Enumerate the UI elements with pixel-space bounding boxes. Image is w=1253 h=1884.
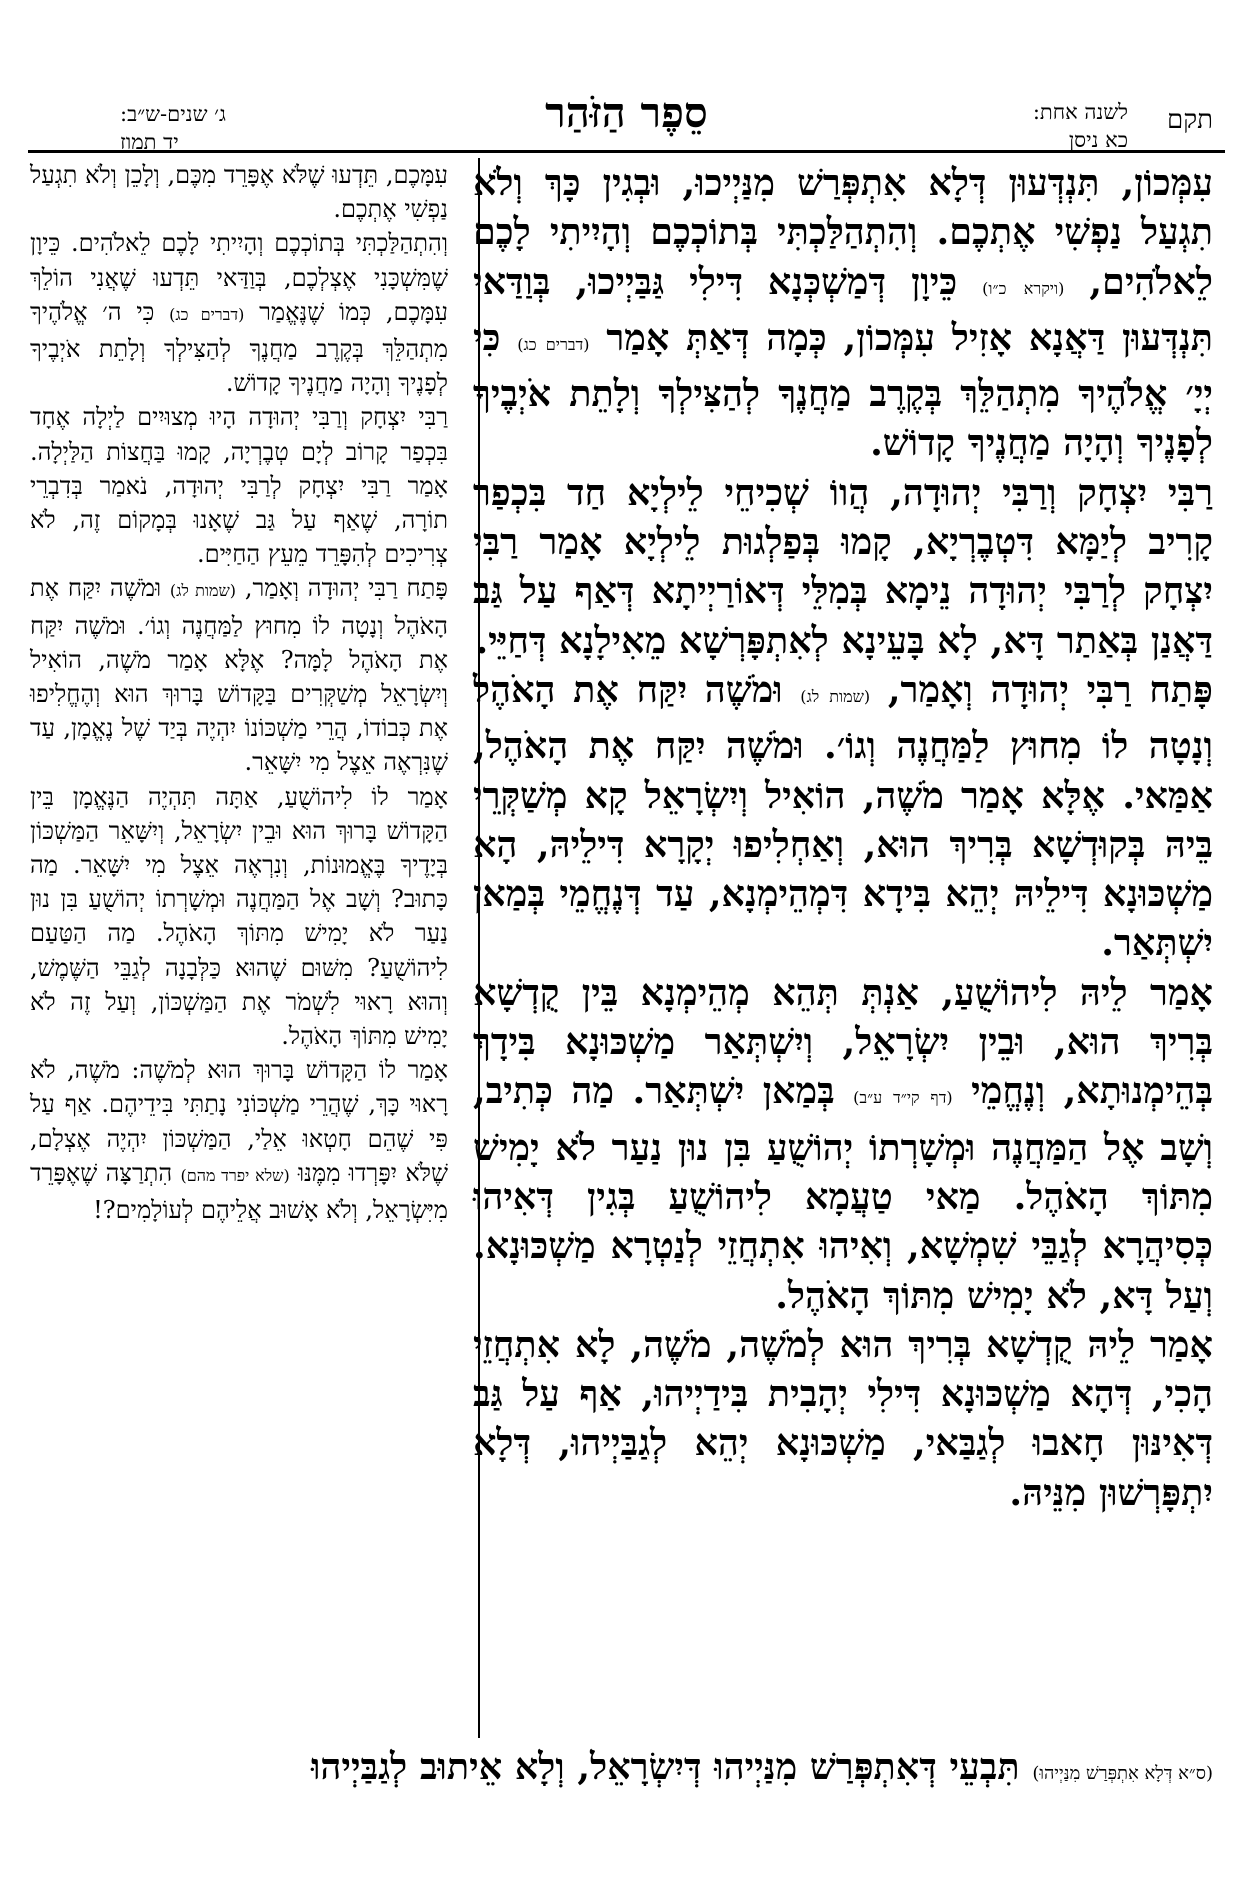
translation-column xyxy=(30,158,448,1738)
verse-reference: (שמות לג) xyxy=(169,581,237,601)
daily-study-left-label: ג׳ שנים-ש״ב: xyxy=(120,102,226,126)
variant-note: (שלא יפרד מהם) xyxy=(180,1165,290,1185)
daily-study-right-date: כא ניסן xyxy=(1068,128,1128,152)
page-header xyxy=(0,0,1253,154)
side-text: פָּתַח רַבִּי יְהוּדָה וְאָמַר, xyxy=(244,574,448,603)
main-paragraph: רַבִּי יִצְחָק וְרַבִּי יְהוּדָה, הֲווֹ שְׁכִיחֵי לֵילְיָא חַד בִּכְפַר קָרִיב לְיַמָּא דִּטְבֶרְיָא, קָמוּ בְּפַלְגוּת לֵילְיָא אָמַר רַבִּי יִצְחָק לְרַבִּי יְהוּדָה נֵימָא בְּמִלֵּי דְּאוֹרַיְיתָא דְּאַף עַל גַּב דַּאֲנַן בְּאַתַר דָּא, לָא בָּעֵינָא לְאִתְפָּרְשָׁא מֵאִילָנָא דְּחַיֵּי. xyxy=(473,470,1213,662)
main-paragraph xyxy=(473,968,1213,1320)
main-text: בְּמַאן יִשְׁתְּאַר. מַה כְּתִיב, וְשָׁב אֶל הַמַּחֲנֶה וּמְשָׁרְתוֹ יְהוֹשֻׁעַ בִּן נוּן נַעַר לֹא יָמִישׁ מִתּוֹךְ הָאֹהֶל. מַאי טַעֲמָא לִיהוֹשֻׁעַ בְּגִין דְּאִיהוּ כְּסִיהֲרָא לְגַבֵּי שִׁמְשָׁא, וְאִיהוּ אִתְחֲזֵי לְנַטְרָא מַשְׁכּוּנָא. וְעַל דָּא, לֹא יָמִישׁ מִתּוֹךְ הָאֹהֶל. xyxy=(473,1069,1213,1317)
daily-study-left-date: יד תמוז xyxy=(120,130,179,154)
variant-note: (ס״א דְּלָא אִתְפְּרַשׁ מִנַּיְיהוּ) xyxy=(1032,1763,1213,1784)
main-text: כִּי יְיָ׳ אֱלֹהֶיךָ מִתְהַלֵּךְ בְּקֶרֶב מַחֲנֶךָ לְהַצִּילְךָ וְלָתֵת אֹיְבֶיךָ לְפָנֶיךָ וְהָיָה מַחֲנֶיךָ קָדוֹשׁ. xyxy=(473,315,1213,465)
main-text: אָמַר לֵיהּ לִיהוֹשֻׁעַ, אַנְתְּ תְּהֵא מְהֵימְנָא בֵּין קֻדְשָׁא בְּרִיךְ הוּא, וּבֵין יִשְׂרָאֵל, וְיִשְׁתְּאַר מַשְׁכּוּנָא בִּידָךְ בְּהֵימְנוּתָא, וְנֶחֱמֵי xyxy=(473,970,1213,1113)
header-rule xyxy=(28,150,1225,153)
main-text-column xyxy=(473,158,1213,1738)
verse-reference: (דברים כג) xyxy=(517,334,590,354)
verse-reference: (ויקרא כ״ו) xyxy=(982,278,1065,298)
daily-study-left xyxy=(120,100,226,156)
page-number: תקם xyxy=(1167,105,1213,135)
side-text: כִּי ה׳ אֱלֹהֶיךָ מִתְהַלֵּךְ בְּקֶרֶב מַחֲנֶךָ לְהַצִּילְךָ וְלָתֵת אֹיְבֶיךָ לְפָנֶיךָ וְהָיָה מַחֲנֶיךָ קָדוֹשׁ. xyxy=(30,297,448,398)
main-text: וְהִתְהַלַּכְתִּי בְּתוֹכְכֶם וְהָיִיתִי לָכֶם לֵאלֹהִים, xyxy=(473,210,1213,303)
main-paragraph xyxy=(473,665,1213,968)
main-text: כֵּיוָן דְּמַשְׁכְּנָא דִּילִי גַּבַּיְיכוּ, בְּוַדַּאי תִּנְדְּעוּן דַּאֲנָא אָזִיל עִמְּכוֹן, כְּמָה דְּאַתְּ אָמַר xyxy=(473,259,1213,359)
side-text: וּמֹשֶׁה יִקַּח אֶת הָאֹהֶל וְנָטָה לוֹ מִחוּץ לַמַּחֲנֶה וְגוֹ׳. וּמֹשֶׁה יִקַּח אֶת הָאֹהֶל לָמָּה? אֶלָּא אָמַר מֹשֶׁה, הוֹאִיל וְיִשְׂרָאֵל מְשַׁקְּרִים בַּקָּדוֹשׁ בָּרוּךְ הוּא וְהֶחֱלִיפוּ אֶת כְּבוֹדוֹ, הֲרֵי מַשְׁכּוֹנוֹ יִהְיֶה בְּיַד שֶׁל נֶאֱמָן, עַד שֶׁנִּרְאֶה אֵצֶל מִי יִשָּׁאֵר. xyxy=(30,574,448,777)
main-paragraph xyxy=(473,158,1213,468)
side-paragraph: רַבִּי יִצְחָק וְרַבִּי יְהוּדָה הָיוּ מְצוּיִים לַיְלָה אֶחָד בִּכְפַר קָרוֹב לְיָם טְבֶרְיָה, קָמוּ בַּחֲצוֹת הַלַּיְלָה. אָמַר רַבִּי יִצְחָק לְרַבִּי יְהוּדָה, נֹאמַר בְּדִבְרֵי תוֹרָה, שֶׁאַף עַל גַּב שֶׁאָנוּ בְּמָקוֹם זֶה, לֹא צְרִיכִים לְהִפָּרֵד מֵעֵץ הַחַיִּים. xyxy=(30,403,449,569)
page-reference: (דף קי״ד ע״ב) xyxy=(853,1088,953,1108)
side-paragraph xyxy=(30,226,448,400)
side-paragraph xyxy=(30,571,448,779)
side-text: וְהִתְהַלַּכְתִּי בְּתוֹכְכֶם וְהָיִיתִי לָכֶם לֵאלֹהִים. כֵּיוָן שֶׁמִּשְׁכָּנִי אֶצְלְכֶם, בְּוַדַּאי תֵּדְעוּ שֶׁאֲנִי הוֹלֵךְ עִמָּכֶם, כְּמוֹ שֶׁנֶּאֱמַר xyxy=(30,229,448,326)
side-paragraph: עִמָּכֶם, תֵּדְעוּ שֶׁלֹּא אֶפָּרֵד מִכֶּם, וְלָכֵן וְלֹא תִגְעַל נַפְשִׁי אֶתְכֶם. xyxy=(30,161,448,224)
continuation-line xyxy=(30,1745,1213,1788)
verse-reference: (שמות לג) xyxy=(800,686,871,706)
side-paragraph xyxy=(30,1053,448,1227)
main-text: פָּתַח רַבִּי יְהוּדָה וְאָמַר, xyxy=(887,667,1214,711)
column-divider xyxy=(478,158,480,1738)
daily-study-right-label: לשנה אחת: xyxy=(1032,100,1128,124)
continuation-text: תִּבְעֵי דְּאִתְפְּרַשׁ מִנַּיְיהוּ דְּיִשְׂרָאֵל, וְלָא אֵיתוּב לְגַבַּיְיהוּ xyxy=(311,1745,1020,1788)
book-title: סֵפֶר הַזֹּהַר xyxy=(545,88,708,137)
side-paragraph: אָמַר לוֹ לִיהוֹשֻׁעַ, אַתָּה תִּהְיֶה הַנֶּאֱמָן בֵּין הַקָּדוֹשׁ בָּרוּךְ הוּא וּבֵין יִשְׂרָאֵל, וְיִשָּׁאֵר הַמַּשְׁכּוֹן בְּיָדֶיךָ בֶּאֱמוּנוֹת, וְנִרְאֶה אֵצֶל מִי יִשָּׁאֵר. מַה כָּתוּב? וְשָׁב אֶל הַמַּחֲנֶה וּמְשָׁרְתוֹ יְהוֹשֻׁעַ בִּן נוּן נַעַר לֹא יָמִישׁ מִתּוֹךְ הָאֹהֶל. מַה הַטַּעַם לִיהוֹשֻׁעַ? מִשּׁוּם שֶׁהוּא כַּלְּבָנָה לְגַבֵּי הַשֶּׁמֶשׁ, וְהוּא רָאוּי לִשְׁמֹר אֶת הַמַּשְׁכּוֹן, וְעַל זֶה לֹא יָמִישׁ מִתּוֹךְ הָאֹהֶל. xyxy=(30,782,449,1051)
main-text: וּמֹשֶׁה יִקַּח אֶת הָאֹהֶל וְנָטָה לוֹ מִחוּץ לַמַּחֲנֶה וְגוֹ׳. וּמֹשֶׁה יִקַּח אֶת הָאֹהֶל, אַמַּאי. אֶלָּא אָמַר מֹשֶׁה, הוֹאִיל וְיִשְׂרָאֵל קָא מְשַׁקְּרֵי בֵּיהּ בְּקוּדְשָׁא בְּרִיךְ הוּא, וְאַחְלִיפוּ יְקָרָא דִּילֵיהּ, הָא מַשְׁכּוּנָא דִּילֵיהּ יְהֵא בִּידָא דִּמְהֵימְנָא, עַד דְּנֶחֱמֵי בְּמַאן יִשְׁתְּאַר. xyxy=(473,667,1213,965)
side-text: הִתְרַצָּה שֶׁאֶפָּרֵד מִיִּשְׂרָאֵל, וְלֹא אָשׁוּב אֲלֵיהֶם לְעוֹלָמִים?! xyxy=(30,1158,448,1225)
main-paragraph: אָמַר לֵיהּ קֻדְשָׁא בְּרִיךְ הוּא לְמֹשֶׁה, מֹשֶׁה, לָא אִתְחֲזֵי הָכִי, דְּהָא מַשְׁכּוּנָא דִּילִי יְהָבִית בִּידַיְיהוּ, אַף עַל גַּב דְּאִינּוּן חָאבוּ לְגַבַּאי, מַשְׁכּוּנָא יְהֵא לְגַבַּיְיהוּ, דְּלָא יִתְפָּרְשׁוּן מִנֵּיהּ. xyxy=(473,1322,1213,1514)
main-text: עִמְּכוֹן, תִּנְדְּעוּן דְּלָא אִתְפְּרַשׁ מִנַּיְיכוּ, וּבְגִין כָּךְ וְלֹא תִגְעַל נַפְשִׁי אֶתְכֶם. xyxy=(473,161,1213,254)
verse-reference: (דברים כג) xyxy=(169,304,245,324)
side-text: אָמַר לוֹ הַקָּדוֹשׁ בָּרוּךְ הוּא לְמֹשֶׁה: מֹשֶׁה, לֹא רָאוּי כָּךְ, שֶׁהֲרֵי מַשְׁכּוֹנִי נָתַתִּי בִּידֵיהֶם. אַף עַל פִּי שֶׁהֵם חָטְאוּ אֵלַי, הַמַּשְׁכּוֹן יִהְיֶה אֶצְלָם, שֶׁלֹּא יִפָּרְדוּ מִמֶּנּוּ xyxy=(30,1056,448,1187)
